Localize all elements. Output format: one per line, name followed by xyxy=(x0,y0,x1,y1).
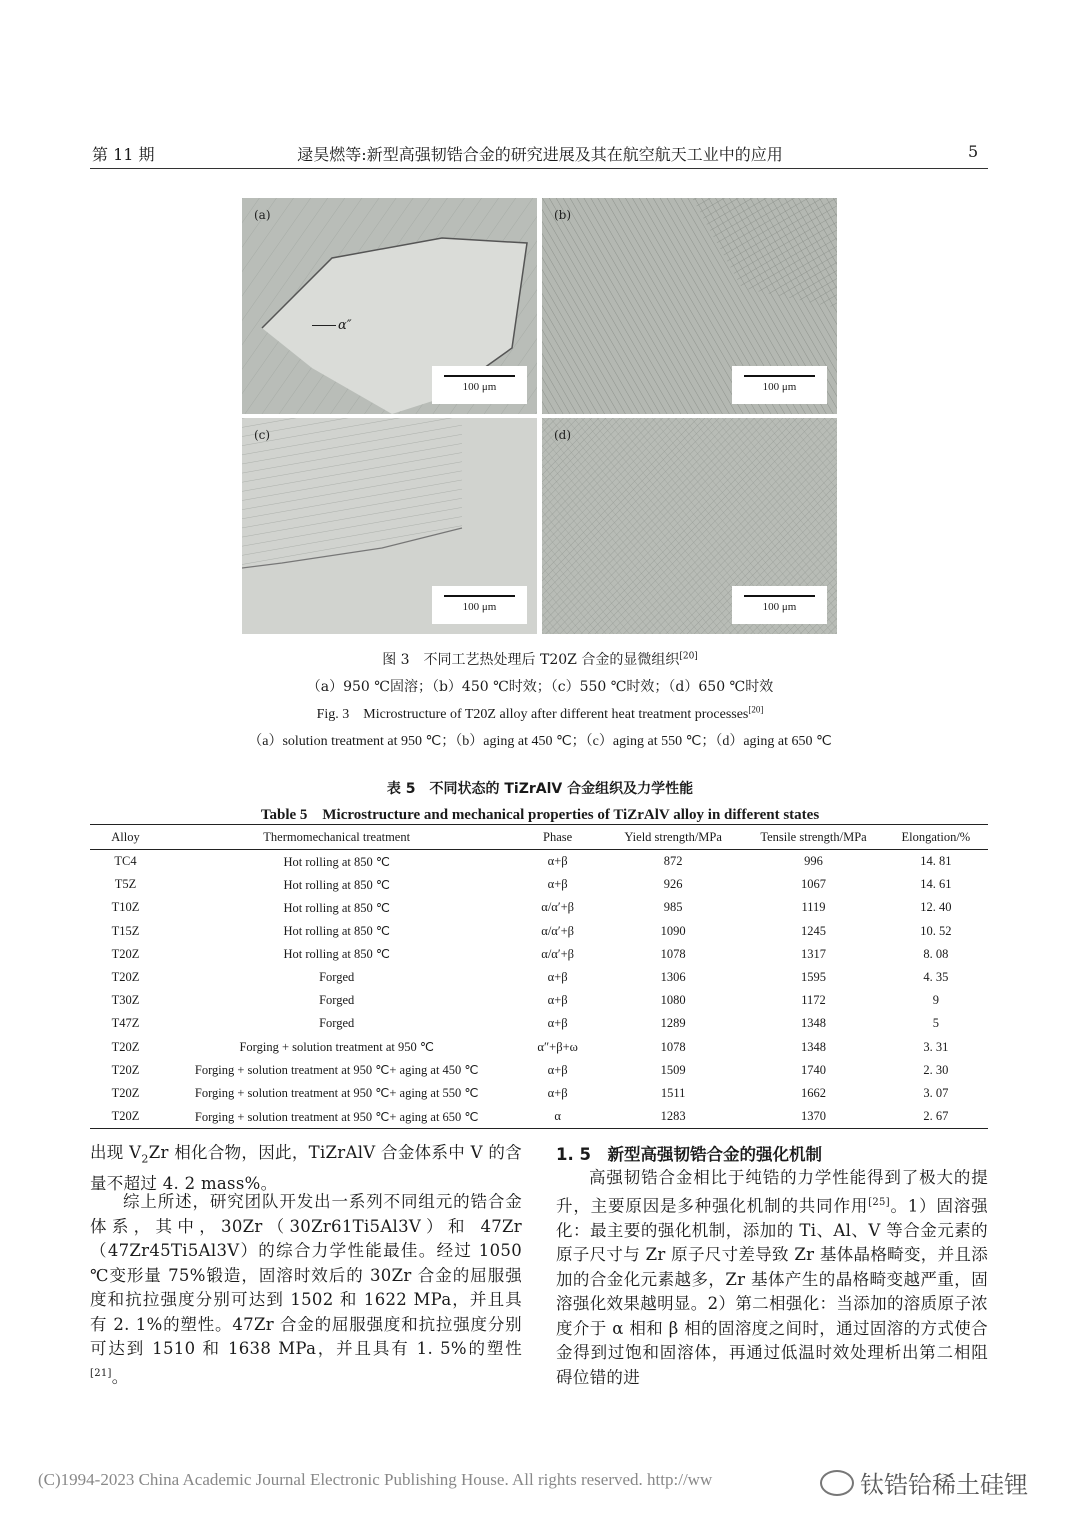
table-row: T15Z Hot rolling at 850 ℃ α/α′+β 1090 1245 10. 52 xyxy=(111,923,952,939)
wechat-icon xyxy=(820,1470,854,1496)
right-paragraph-1: 高强韧锆合金相比于纯锆的力学性能得到了极大的提升，主要原因是多种强化机制的共同作用[25]。1）固溶强化：最主要的强化机制，添加的 Ti、Al、V 等合金元素的原子尺寸与 Zr 原子尺寸差导致 Zr 基体晶格畸变，并且添加的合金化元素越多，Zr 基体产生的晶格畸变越严重，固溶强化效果越明显。2）第二相强化：当添加的溶质原子浓度介于 α 相和 β 相的固溶度之间时，通过固溶的方式使合金得到过饱和固溶体，再通过低温时效处理析出第二相阻碍位错的进 xyxy=(556,1168,988,1387)
table-row: T20Z Forging + solution treatment at 950 ℃ α″+β+ω 1078 1348 3. 31 xyxy=(111,1039,949,1055)
figure-subcaption-en: （a）solution treatment at 950 ℃；（b）aging at 450 ℃；（c）aging at 550 ℃；（d）aging at 650 ℃ xyxy=(248,734,832,749)
scale-label: 100 μm xyxy=(762,601,797,613)
col-elongation: Elongation/% xyxy=(884,825,988,850)
properties-table xyxy=(90,824,988,1129)
scale-label: 100 μm xyxy=(462,381,497,393)
watermark-text: 钛锆铪稀土硅锂 xyxy=(860,1471,1028,1499)
figure-caption-cn: 图 3 不同工艺热处理后 T20Z 合金的显微组织[20] xyxy=(382,651,698,668)
figure-caption-en: Fig. 3 Microstructure of T20Z alloy after different heat treatment processes[20] xyxy=(316,704,764,722)
figure-subcaption-cn: （a）950 ℃固溶；（b）450 ℃时效；（c）550 ℃时效；（d）650 ℃时效 xyxy=(306,679,774,695)
table-title-cn: 表 5 不同状态的 TiZrAlV 合金组织及力学性能 xyxy=(386,781,694,797)
col-tensile: Tensile strength/MPa xyxy=(743,825,883,850)
micrograph-b xyxy=(542,198,837,414)
panel-label: (d) xyxy=(554,428,572,442)
col-phase: Phase xyxy=(512,825,603,850)
micrograph-a xyxy=(242,198,537,414)
table-row: T20Z Hot rolling at 850 ℃ α/α′+β 1078 1317 8. 08 xyxy=(111,946,949,962)
panel-label: (b) xyxy=(554,208,572,222)
micrograph-d xyxy=(542,418,837,634)
col-alloy: Alloy xyxy=(90,825,161,850)
copyright-footer: (C)1994-2023 China Academic Journal Electronic Publishing House. All rights reserved. http://ww xyxy=(38,1470,713,1489)
running-title: 逯昊燃等:新型高强韧锆合金的研究进展及其在航空航天工业中的应用 xyxy=(297,145,783,164)
arrow-icon xyxy=(312,325,336,326)
table-header-row xyxy=(90,825,988,850)
table-row: T20Z Forging + solution treatment at 950 ℃+ aging at 550 ℃ α+β 1511 1662 3. 07 xyxy=(111,1085,949,1101)
panel-label: (c) xyxy=(254,428,271,442)
scale-bar xyxy=(732,586,827,624)
table-row: T20Z Forged α+β 1306 1595 4. 35 xyxy=(111,970,949,985)
issue-number: 第 11 期 xyxy=(92,145,155,164)
scale-bar xyxy=(432,366,527,404)
table-row: T20Z Forging + solution treatment at 950 ℃+ aging at 450 ℃ α+β 1509 1740 2. 30 xyxy=(111,1062,949,1078)
col-yield: Yield strength/MPa xyxy=(603,825,743,850)
left-paragraph-2: 综上所述，研究团队开发出一系列不同组元的锆合金体系，其中，30Zr（30Zr61Ti5Al3V）和 47Zr（47Zr45Ti5Al3V）的综合力学性能最佳。经过 1050 ℃变形量 75%锻造，固溶时效后的 30Zr 合金的屈服强度和抗拉强度分别可达到 1502 和 1622 MPa，并且具有 2. 1%的塑性。47Zr 合金的屈服强度和抗拉强度分别可达到 1510 和 1638 MPa，并且具有 1. 5%的塑性[21]。 xyxy=(90,1192,522,1386)
section-heading: 1. 5 新型高强韧锆合金的强化机制 xyxy=(556,1145,822,1164)
table-row: T30Z Forged α+β 1080 1172 9 xyxy=(111,993,939,1008)
table-title-en: Table 5 Microstructure and mechanical properties of TiZrAlV alloy in different states xyxy=(260,807,820,823)
col-treatment: Thermomechanical treatment xyxy=(161,825,512,850)
scale-label: 100 μm xyxy=(462,601,497,613)
table-row: T47Z Forged α+β 1289 1348 5 xyxy=(111,1016,939,1031)
phase-annotation: α″ xyxy=(338,318,352,333)
panel-label: (a) xyxy=(254,208,271,222)
left-paragraph-1: 出现 $V_2Zr$ 相化合物，因此，TiZrAlV 合金体系中 V 的含量不超过 4. 2 mass%。 xyxy=(90,1143,522,1193)
page-number: 5 xyxy=(968,142,979,161)
scale-bar xyxy=(432,586,527,624)
scale-bar xyxy=(732,366,827,404)
header-rule xyxy=(90,168,988,169)
table-row: T10Z Hot rolling at 850 ℃ α/α′+β 985 1119 12. 40 xyxy=(111,900,952,915)
table-row: T20Z Forging + solution treatment at 950 ℃+ aging at 650 ℃ α 1283 1370 2. 67 xyxy=(90,1105,988,1129)
table-row: TC4 Hot rolling at 850 ℃ α+β 872 996 14. 81 xyxy=(114,854,952,869)
scale-label: 100 μm xyxy=(762,381,797,393)
table-row: T5Z Hot rolling at 850 ℃ α+β 926 1067 14. 61 xyxy=(114,877,952,892)
watermark xyxy=(820,1465,1028,1500)
micrograph-c xyxy=(242,418,537,634)
